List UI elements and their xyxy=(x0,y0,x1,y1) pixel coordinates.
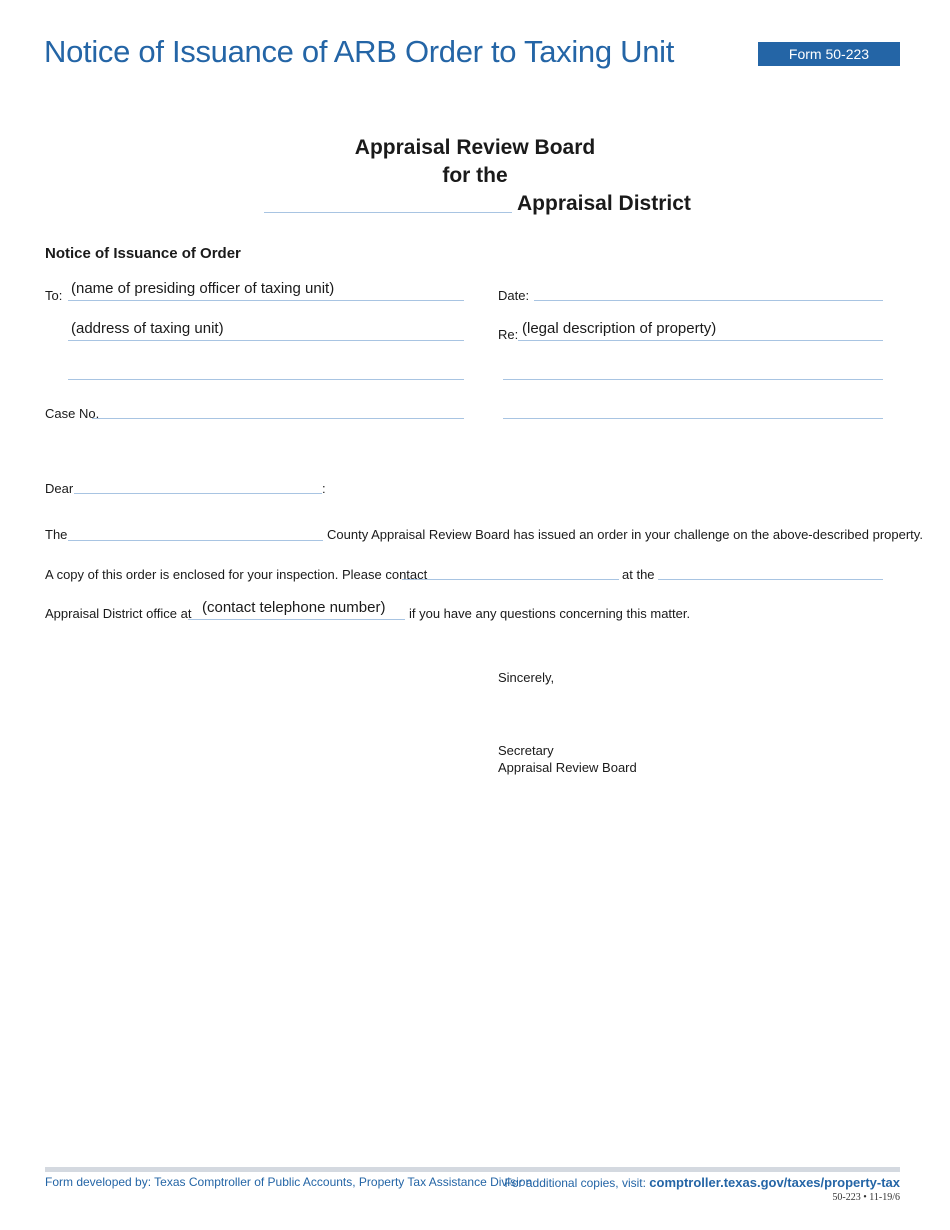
date-field[interactable] xyxy=(534,300,883,301)
heading-board: Appraisal Review Board xyxy=(354,136,596,159)
body-line1-start: The xyxy=(45,527,68,542)
case-no-field[interactable] xyxy=(92,418,464,419)
body-line3-start: Appraisal District office at xyxy=(45,606,192,621)
footer-copies xyxy=(505,1175,900,1190)
appraisal-district-name-field[interactable] xyxy=(658,579,883,580)
footer-copies-prefix: For additional copies, visit: xyxy=(504,1176,646,1190)
legal-description-line-3-field[interactable] xyxy=(503,418,883,419)
dear-label: Dear xyxy=(45,481,74,496)
heading-for-the: for the xyxy=(442,164,508,187)
legal-description-placeholder: (legal description of property) xyxy=(522,320,717,337)
section-title: Notice of Issuance of Order xyxy=(45,245,241,262)
address-field[interactable] xyxy=(68,340,464,341)
to-label: To: xyxy=(45,288,63,303)
footer-divider xyxy=(45,1167,900,1172)
legal-description-field[interactable] xyxy=(518,340,883,341)
form-number-badge: Form 50-223 xyxy=(758,42,900,66)
body-line1-end: County Appraisal Review Board has issued an order in your challenge on the above-described property. xyxy=(327,527,923,542)
dear-colon: : xyxy=(322,481,326,496)
contact-phone-field[interactable] xyxy=(188,619,405,620)
case-no-label: Case No. xyxy=(45,406,100,421)
address-line-2-field[interactable] xyxy=(68,379,464,380)
address-placeholder: (address of taxing unit) xyxy=(71,320,224,337)
signer-title: Secretary xyxy=(498,743,554,758)
dear-name-field[interactable] xyxy=(74,493,322,494)
signer-org: Appraisal Review Board xyxy=(498,760,637,775)
body-line2-start: A copy of this order is enclosed for your inspection. Please contact xyxy=(45,567,428,582)
footer-developed-by: Form developed by: Texas Comptroller of Public Accounts, Property Tax Assistance Division xyxy=(45,1175,533,1189)
heading-appraisal-district: Appraisal District xyxy=(517,192,691,215)
contact-phone-placeholder: (contact telephone number) xyxy=(202,599,386,616)
sincerely-text: Sincerely, xyxy=(498,670,555,685)
footer-form-code: 50-223 • 11-19/6 xyxy=(832,1192,900,1203)
body-line3-end: if you have any questions concerning this matter. xyxy=(409,606,691,621)
district-name-field[interactable] xyxy=(264,212,512,213)
re-label: Re: xyxy=(498,327,519,342)
county-name-field[interactable] xyxy=(68,540,323,541)
date-label: Date: xyxy=(498,288,530,303)
legal-description-line-2-field[interactable] xyxy=(503,379,883,380)
presiding-officer-placeholder: (name of presiding officer of taxing unit) xyxy=(71,280,335,297)
contact-person-field[interactable] xyxy=(402,579,619,580)
body-line2-mid: at the xyxy=(622,567,655,582)
page-title: Notice of Issuance of ARB Order to Taxing Unit xyxy=(44,34,675,69)
footer-copies-link[interactable]: comptroller.texas.gov/taxes/property-tax xyxy=(649,1175,900,1190)
presiding-officer-field[interactable] xyxy=(68,300,464,301)
